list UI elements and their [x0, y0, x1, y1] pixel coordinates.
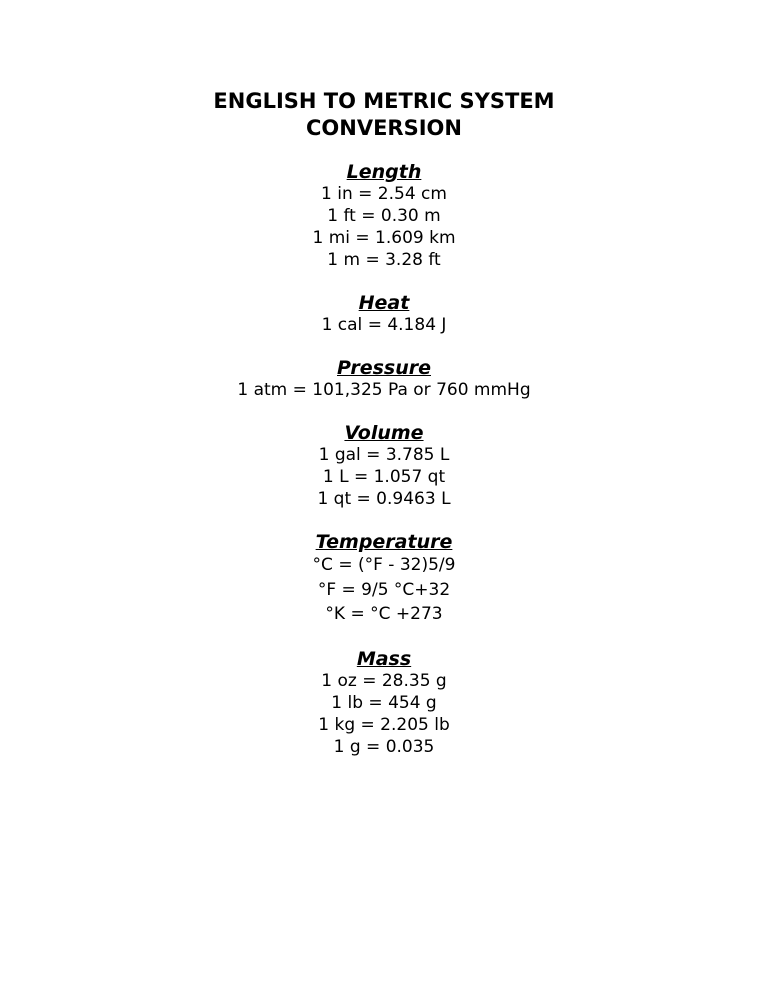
conversion-line: 1 in = 2.54 cm	[321, 184, 447, 204]
section-pressure	[0, 357, 768, 401]
section-heading-mass: Mass	[356, 647, 412, 670]
document-title	[0, 88, 768, 142]
title-line-2: CONVERSION	[306, 116, 462, 140]
section-heading-pressure: Pressure	[337, 357, 431, 379]
section-volume	[0, 422, 768, 510]
conversion-line: 1 lb = 454 g	[331, 692, 437, 713]
section-heading-volume: Volume	[344, 422, 424, 444]
section-temperature	[0, 531, 768, 627]
conversion-line: 1 kg = 2.205 lb	[318, 714, 450, 735]
section-length	[0, 161, 768, 271]
conversion-line: 1 g = 0.035	[333, 736, 435, 757]
section-mass	[0, 648, 768, 758]
conversion-line: 1 oz = 28.35 g	[321, 670, 447, 691]
conversion-line: 1 qt = 0.9463 L	[317, 489, 451, 509]
conversion-line: °K = °C +273	[325, 604, 443, 624]
conversion-line: 1 atm = 101,325 Pa or 760 mmHg	[237, 380, 531, 400]
conversion-line: 1 cal = 4.184 J	[321, 315, 447, 335]
conversion-line: 1 L = 1.057 qt	[322, 467, 446, 487]
conversion-line: °F = 9/5 °C+32	[317, 579, 451, 600]
conversion-line: °C = (°F - 32)5/9	[312, 555, 456, 575]
conversion-sheet	[0, 88, 768, 758]
section-heat	[0, 292, 768, 336]
title-line-1: ENGLISH TO METRIC SYSTEM	[213, 89, 555, 113]
section-heading-heat: Heat	[358, 292, 410, 314]
conversion-line: 1 mi = 1.609 km	[312, 228, 456, 248]
section-heading-length: Length	[346, 161, 422, 183]
conversion-line: 1 gal = 3.785 L	[318, 445, 450, 465]
conversion-line: 1 m = 3.28 ft	[327, 250, 441, 270]
conversion-line: 1 ft = 0.30 m	[327, 206, 441, 226]
section-heading-temperature: Temperature	[315, 531, 453, 553]
